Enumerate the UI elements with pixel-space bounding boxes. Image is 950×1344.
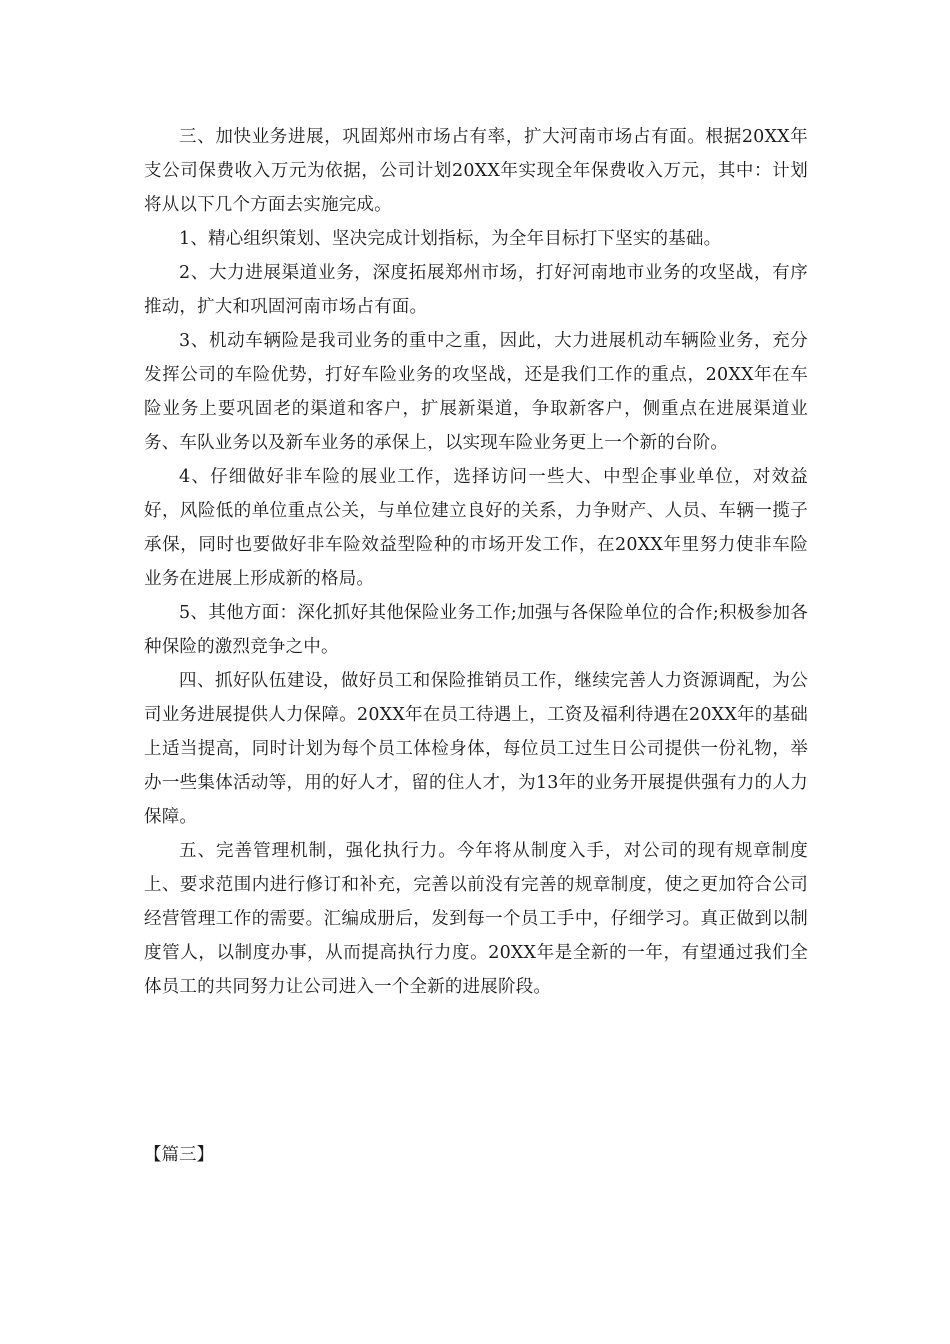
paragraph-section-four: 四、抓好队伍建设，做好员工和保险推销员工作，继续完善人力资源调配，为公司业务进展提供人力保障。20XX年在员工待遇上，工资及福利待遇在20XX年的基础上适当提高，同时计划为每个员工体检身体，每位员工过生日公司提供一份礼物，举办一些集体活动等，用的好人才，留的住人才，为13年的业务开展提供强有力的人力保障。	[144, 671, 808, 827]
paragraph-item-5: 5、其他方面：深化抓好其他保险业务工作;加强与各保险单位的合作;积极参加各种保险的激烈竞争之中。	[144, 603, 808, 657]
paragraph-item-2: 2、大力进展渠道业务，深度拓展郑州市场，打好河南地市业务的攻坚战，有序推动，扩大和巩固河南市场占有面。	[144, 263, 808, 317]
paragraph-section-three: 三、加快业务进展，巩固郑州市场占有率，扩大河南市场占有面。根据20XX年支公司保费收入万元为依据，公司计划20XX年实现全年保费收入万元，其中：计划将从以下几个方面去实施完成。	[144, 127, 808, 215]
paragraph-item-3: 3、机动车辆险是我司业务的重中之重，因此，大力进展机动车辆险业务，充分发挥公司的车险优势，打好车险业务的攻坚战，还是我们工作的重点，20XX年在车险业务上要巩固老的渠道和客户，扩展新渠道，争取新客户，侧重点在进展渠道业务、车队业务以及新车业务的承保上，以实现车险业务更上一个新的台阶。	[144, 331, 808, 453]
paragraph-item-4: 4、仔细做好非车险的展业工作，选择访问一些大、中型企事业单位，对效益好，风险低的单位重点公关，与单位建立良好的关系，力争财产、人员、车辆一揽子承保，同时也要做好非车险效益型险种的市场开发工作，在20XX年里努力使非车险业务在进展上形成新的格局。	[144, 467, 808, 589]
document-body	[144, 120, 808, 1004]
section-label: 【篇三】	[144, 1145, 214, 1165]
paragraph-section-five: 五、完善管理机制，强化执行力。今年将从制度入手，对公司的现有规章制度上、要求范围内进行修订和补充，完善以前没有完善的规章制度，使之更加符合公司经营管理工作的需要。汇编成册后，发到每一个员工手中，仔细学习。真正做到以制度管人，以制度办事，从而提高执行力度。20XX年是全新的一年，有望通过我们全体员工的共同努力让公司进入一个全新的进展阶段。	[144, 841, 808, 997]
paragraph-item-1: 1、精心组织策划、坚决完成计划指标，为全年目标打下坚实的基础。	[179, 229, 722, 249]
